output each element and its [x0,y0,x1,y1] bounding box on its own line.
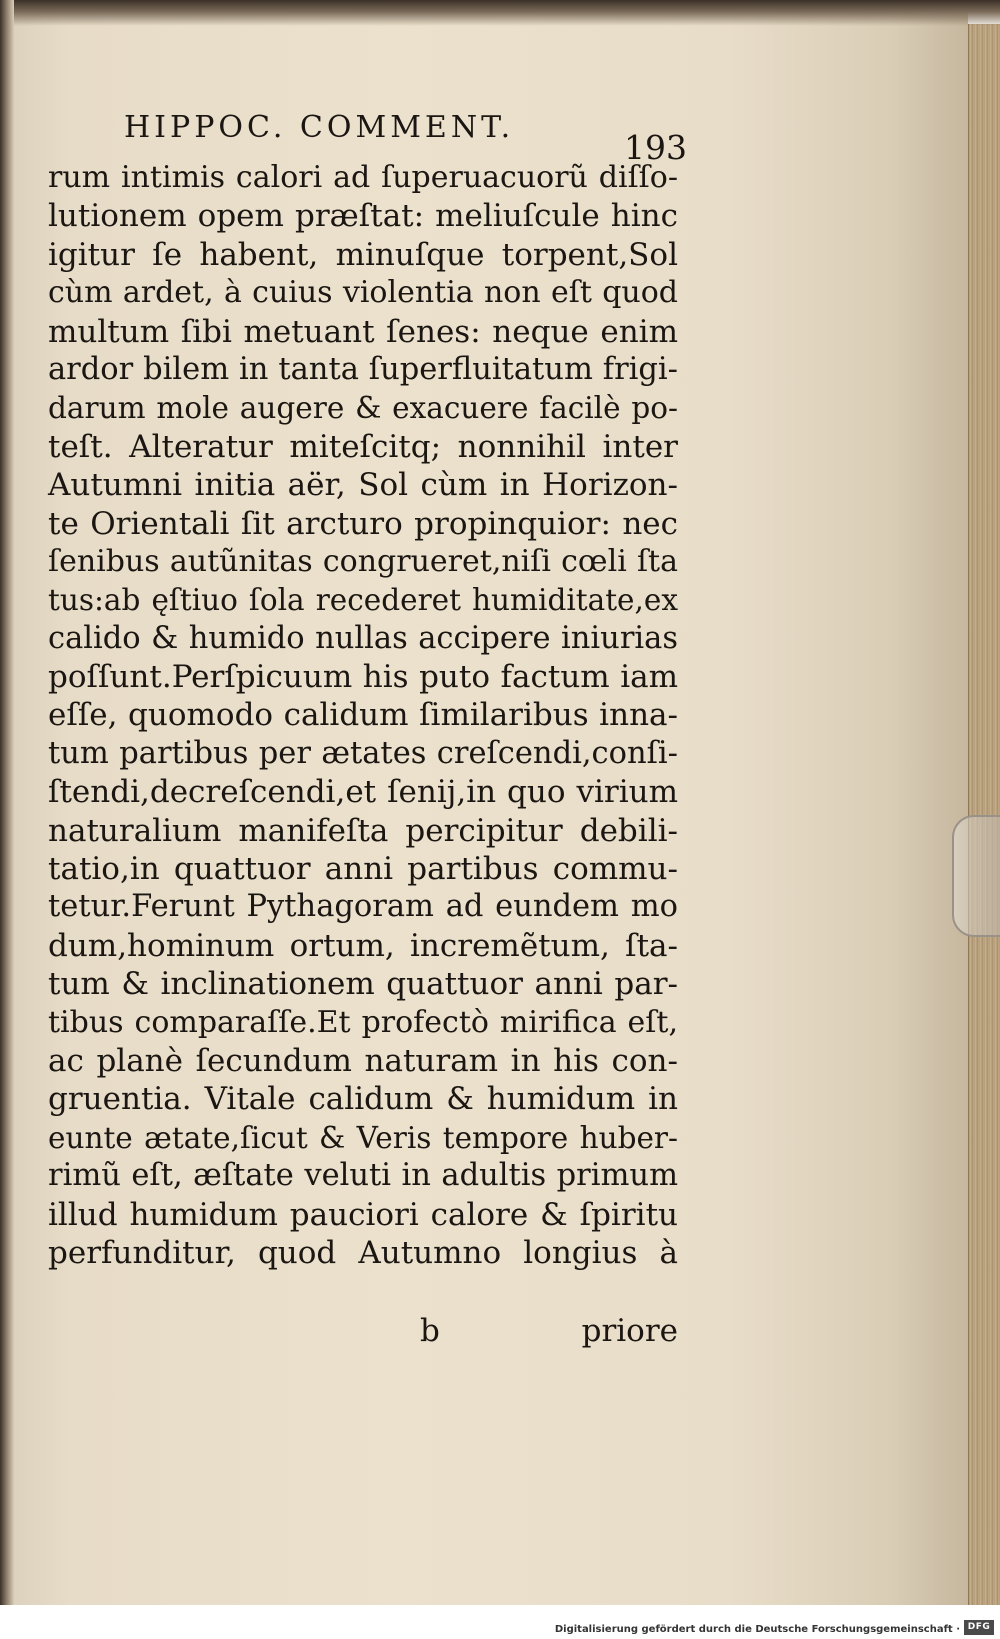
page-number: 193 [624,128,687,167]
text-line: rimũ eſt, æſtate veluti in adultis primum [48,1158,678,1194]
text-line: poſſunt.Perſpicuum his puto factum iam [48,659,678,696]
text-line: naturalium manifeſta percipitur debili- [48,812,678,849]
body-text [48,159,678,1272]
text-line: gruentia. Vitale calidum & humidum in [48,1081,678,1118]
text-line: tum & inclinationem quattuor anni par- [48,966,678,1003]
text-line: rum intimis calori ad ſuperuacuorũ diſſo- [48,160,678,195]
text-line: ac planè ſecundum naturam in his con- [48,1042,678,1079]
text-line: te Orientali ſit arcturo propinquior: nec [48,505,678,542]
text-line: multum ſibi metuant ſenes: neque enim [48,313,678,350]
binding-edge [0,0,14,1639]
text-line: cùm ardet, à cuius violentia non eſt quod [48,275,678,311]
text-line: tum partibus per ætates creſcendi,conſi- [48,735,678,771]
text-line: illud humidum pauciori calore & ſpiritu [48,1196,678,1233]
text-line: calido & humido nullas accipere iniurias [48,620,678,656]
text-line: tus:ab ęſtiuo ſola recederet humiditate,ex [48,583,678,618]
text-line: igitur ſe habent, minuſque torpent,Sol [48,236,678,273]
text-line: lutionem opem præſtat: meliuſcule hinc [48,198,678,235]
text-line: ſtendi,decreſcendi,et ſenij,in quo virium [48,774,678,811]
text-line: tetur.Ferunt Pythagoram ad eundem mo [48,889,678,925]
text-line: tibus comparaſſe.Et profectò mirifica eſt, [48,1004,678,1040]
text-line: eſſe, quomodo calidum ſimilaribus inna- [48,697,678,734]
running-head: HIPPOC. COMMENT. [124,110,515,145]
text-line: eunte ætate,ſicut & Veris tempore huber- [48,1120,678,1155]
text-line: ardor bilem in tanta ſuperfluitatum frigi- [48,351,678,387]
text-line: Autumni initia aër, Sol cùm in Horizon- [48,467,678,504]
dfg-logo: DFG [964,1620,994,1635]
top-edge-shadow [14,0,1000,26]
text-line: teſt. Alteratur miteſcitq; nonnihil inter [48,428,678,465]
text-line: perfunditur, quod Autumno longius à [48,1234,678,1271]
footer-credit: Digitalisierung gefördert durch die Deutsche Forschungsgemeinschaft · [554,1624,960,1635]
catchword: priore [581,1313,678,1349]
catch-line [48,1311,678,1351]
text-line: tatio,in quattuor anni partibus commu- [48,851,678,888]
text-line: dum,hominum ortum, incremẽtum, ſta- [48,927,678,964]
text-line: ſenibus autũnitas congrueret,niſi cœli ſta [48,543,678,579]
page-clip [952,815,1000,937]
text-line: darum mole augere & exacuere facilè po- [48,391,678,426]
signature-mark: b [420,1313,440,1349]
